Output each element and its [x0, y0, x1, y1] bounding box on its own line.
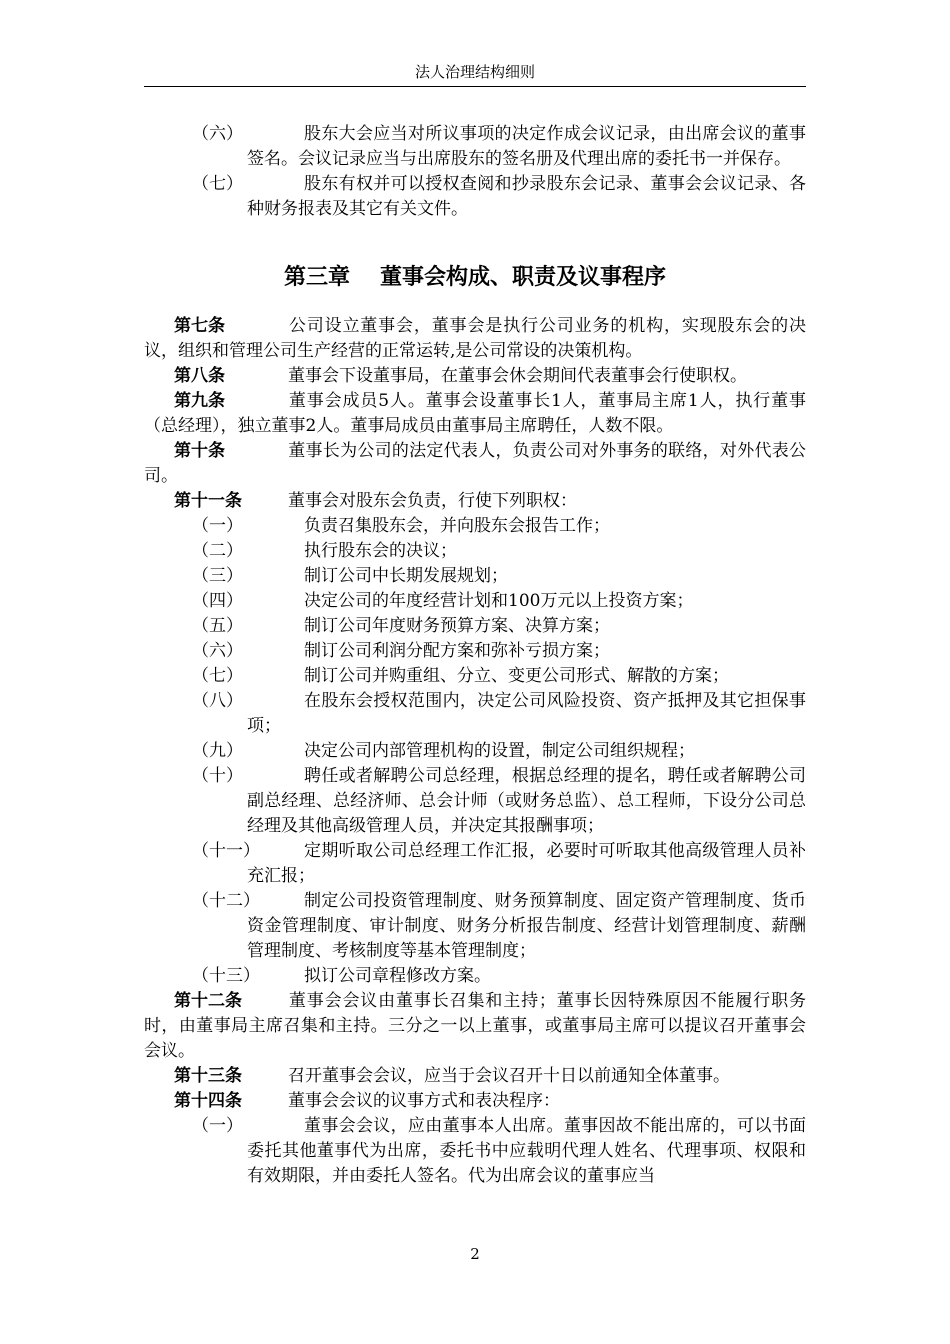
list-item — [144, 122, 806, 172]
list-item-label: （一） — [192, 516, 243, 536]
list-item-text: 决定公司内部管理机构的设置，制定公司组织规程； — [304, 741, 695, 761]
list-item — [144, 639, 806, 664]
article-7 — [144, 314, 806, 364]
page-number: 2 — [470, 1245, 480, 1263]
list-item-text: 制订公司并购重组、分立、变更公司形式、解散的方案； — [304, 666, 729, 686]
list-item — [144, 689, 806, 739]
list-item-text: 股东有权并可以授权查阅和抄录股东会记录、董事会会议记录、各种财务报表及其它有关文件。 — [247, 174, 806, 219]
list-item — [144, 539, 806, 564]
list-item — [144, 889, 806, 964]
list-item-label: （七） — [192, 174, 243, 194]
list-item — [144, 739, 806, 764]
article-text: 董事会对股东会负责，行使下列职权： — [288, 491, 577, 511]
article-text: 董事长为公司的法定代表人，负责公司对外事务的联络，对外代表公司。 — [144, 441, 806, 486]
article-label: 第十一条 — [174, 491, 242, 511]
list-item-label: （十三） — [192, 966, 260, 986]
list-item-label: （四） — [192, 591, 243, 611]
list-item-text: 在股东会授权范围内，决定公司风险投资、资产抵押及其它担保事项； — [247, 691, 806, 736]
article-label: 第七条 — [174, 316, 225, 336]
list-item — [144, 964, 806, 989]
list-item-label: （六） — [192, 124, 243, 144]
article-13 — [144, 1064, 806, 1089]
chapter-title: 董事会构成、职责及议事程序 — [380, 265, 667, 290]
list-item-label: （一） — [192, 1116, 243, 1136]
article-text: 召开董事会会议，应当于会议召开十日以前通知全体董事。 — [288, 1066, 730, 1086]
list-item-label: （九） — [192, 741, 243, 761]
list-item-text: 制订公司年度财务预算方案、决算方案； — [304, 616, 610, 636]
article-11 — [144, 489, 806, 514]
article-text: 董事会下设董事局，在董事会休会期间代表董事会行使职权。 — [288, 366, 747, 386]
article-14 — [144, 1089, 806, 1114]
list-item-label: （十） — [192, 766, 243, 786]
page-body — [144, 122, 806, 1189]
list-item-label: （十一） — [192, 841, 260, 861]
article-12 — [144, 989, 806, 1064]
running-header: 法人治理结构细则 — [414, 63, 535, 81]
list-item-text: 定期听取公司总经理工作汇报，必要时可听取其他高级管理人员补充汇报； — [247, 841, 806, 886]
list-item — [144, 1114, 806, 1189]
list-item-text: 负责召集股东会，并向股东会报告工作； — [304, 516, 610, 536]
article-label: 第十三条 — [174, 1066, 242, 1086]
list-item-label: （五） — [192, 616, 243, 636]
list-item — [144, 614, 806, 639]
article-8 — [144, 364, 806, 389]
chapter-number: 第三章 — [283, 265, 350, 290]
article-text: 董事会会议的议事方式和表决程序： — [288, 1091, 560, 1111]
list-item — [144, 172, 806, 222]
list-item-text: 股东大会应当对所议事项的决定作成会议记录，由出席会议的董事签名。会议记录应当与出席股东的签名册及代理出席的委托书一并保存。 — [247, 124, 806, 169]
list-item-text: 制定公司投资管理制度、财务预算制度、固定资产管理制度、货币资金管理制度、审计制度、财务分析报告制度、经营计划管理制度、薪酬管理制度、考核制度等基本管理制度； — [247, 891, 806, 961]
article-label: 第十条 — [174, 441, 225, 461]
chapter-heading — [144, 263, 806, 293]
list-item-label: （三） — [192, 566, 243, 586]
list-item-text: 执行股东会的决议； — [304, 541, 457, 561]
list-item — [144, 839, 806, 889]
list-item-text: 聘任或者解聘公司总经理，根据总经理的提名，聘任或者解聘公司副总经理、总经济师、总会计师（或财务总监）、总工程师，下设分公司总经理及其他高级管理人员，并决定其报酬事项； — [247, 766, 806, 836]
list-item — [144, 664, 806, 689]
list-item — [144, 514, 806, 539]
article-text: 公司设立董事会，董事会是执行公司业务的机构，实现股东会的决议，组织和管理公司生产经营的正常运转,是公司常设的决策机构。 — [144, 316, 806, 361]
article-9 — [144, 389, 806, 439]
list-item-label: （六） — [192, 641, 243, 661]
article-text: 董事会成员5人。董事会设董事长1人，董事局主席1人，执行董事（总经理），独立董事2人。董事局成员由董事局主席聘任，人数不限。 — [144, 391, 806, 436]
list-item-label: （七） — [192, 666, 243, 686]
article-text: 董事会会议由董事长召集和主持；董事长因特殊原因不能履行职务时，由董事局主席召集和主持。三分之一以上董事，或董事局主席可以提议召开董事会会议。 — [144, 991, 806, 1061]
list-item-text: 董事会会议，应由董事本人出席。董事因故不能出席的，可以书面委托其他董事代为出席，委托书中应载明代理人姓名、代理事项、权限和有效期限，并由委托人签名。代为出席会议的董事应当 — [247, 1116, 806, 1186]
list-item-text: 决定公司的年度经营计划和100万元以上投资方案； — [304, 591, 694, 611]
article-10 — [144, 439, 806, 489]
list-item-label: （十二） — [192, 891, 260, 911]
list-item-text: 制订公司中长期发展规划； — [304, 566, 508, 586]
list-item — [144, 589, 806, 614]
list-item-text: 拟订公司章程修改方案。 — [304, 966, 491, 986]
list-item-label: （八） — [192, 691, 243, 711]
list-item — [144, 564, 806, 589]
list-item — [144, 764, 806, 839]
list-item-text: 制订公司利润分配方案和弥补亏损方案； — [304, 641, 610, 661]
article-label: 第十四条 — [174, 1091, 242, 1111]
list-item-label: （二） — [192, 541, 243, 561]
article-label: 第十二条 — [174, 991, 242, 1011]
article-label: 第八条 — [174, 366, 225, 386]
article-label: 第九条 — [174, 391, 225, 411]
header-divider — [144, 86, 806, 87]
